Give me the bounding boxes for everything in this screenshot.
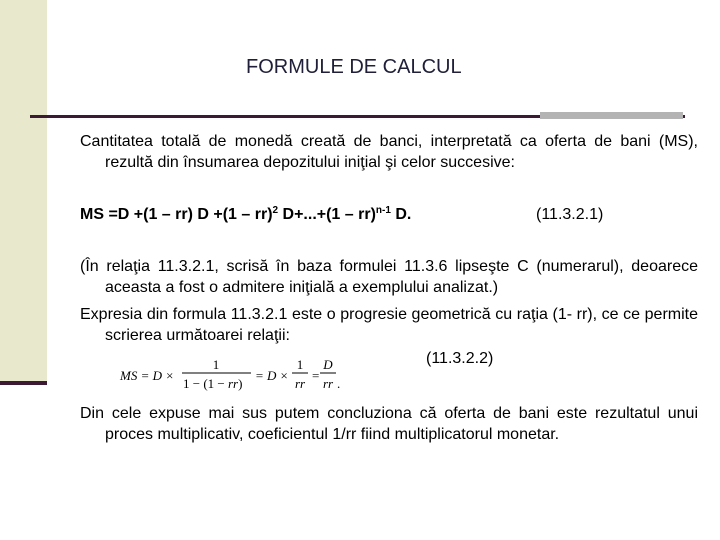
equation-number-1: (11.3.2.1) [536,206,604,223]
formula-numerator-3: D [323,357,333,372]
formula-equals: = [312,368,320,383]
formula-11-3-2-2 [117,357,342,393]
formula-numerator-2: 1 [296,357,304,372]
formula-denominator-1: 1 − (1 − rr) [183,376,243,391]
conclusion-paragraph: Din cele expuse mai sus putem concluziona că oferta de bani este rezultatul unui proces multiplicativ, coeficientul 1/rr fiind multiplicatorul monetar. [80,405,698,443]
formula-line-11-3-2-1 [80,205,411,225]
equation-number-2: (11.3.2.2) [426,350,494,367]
formula-tail: . [337,376,341,391]
formula-exponent-2: 2 [272,205,279,216]
expression-paragraph: Expresia din formula 11.3.2.1 este o progresie geometrică cu raţia (1- rr), ce ce permite scrierea următoarei relaţii: [80,306,698,344]
formula-part-3: D. [390,206,412,223]
formula-numerator-1: 1 [212,357,220,372]
formula-lhs: MS = D × [120,368,175,383]
sidebar-decoration [0,0,47,384]
formula-exponent-n-1: n-1 [375,205,391,216]
sidebar-edge-line [0,381,47,385]
page-title: FORMULE DE CALCUL [246,56,462,78]
note-paragraph: (În relaţia 11.3.2.1, scrisă în baza formulei 11.3.6 lipseşte C (numerarul), deoarece aceasta a fost o admitere iniţială a exemplului analizat.) [80,258,698,296]
formula-middle: = D × [255,368,289,383]
title-divider-accent [540,112,683,119]
formula-denominator-3: rr [322,376,334,391]
formula-part-2: D+...+(1 – rr) [278,206,376,223]
formula-part-1: MS =D +(1 – rr) D +(1 – rr) [80,206,273,223]
formula-denominator-2: rr [294,376,306,391]
intro-paragraph: Cantitatea totală de monedă creată de banci, interpretată ca oferta de bani (MS), rezultă din însumarea depozitului iniţial şi celor succesive: [80,133,698,171]
